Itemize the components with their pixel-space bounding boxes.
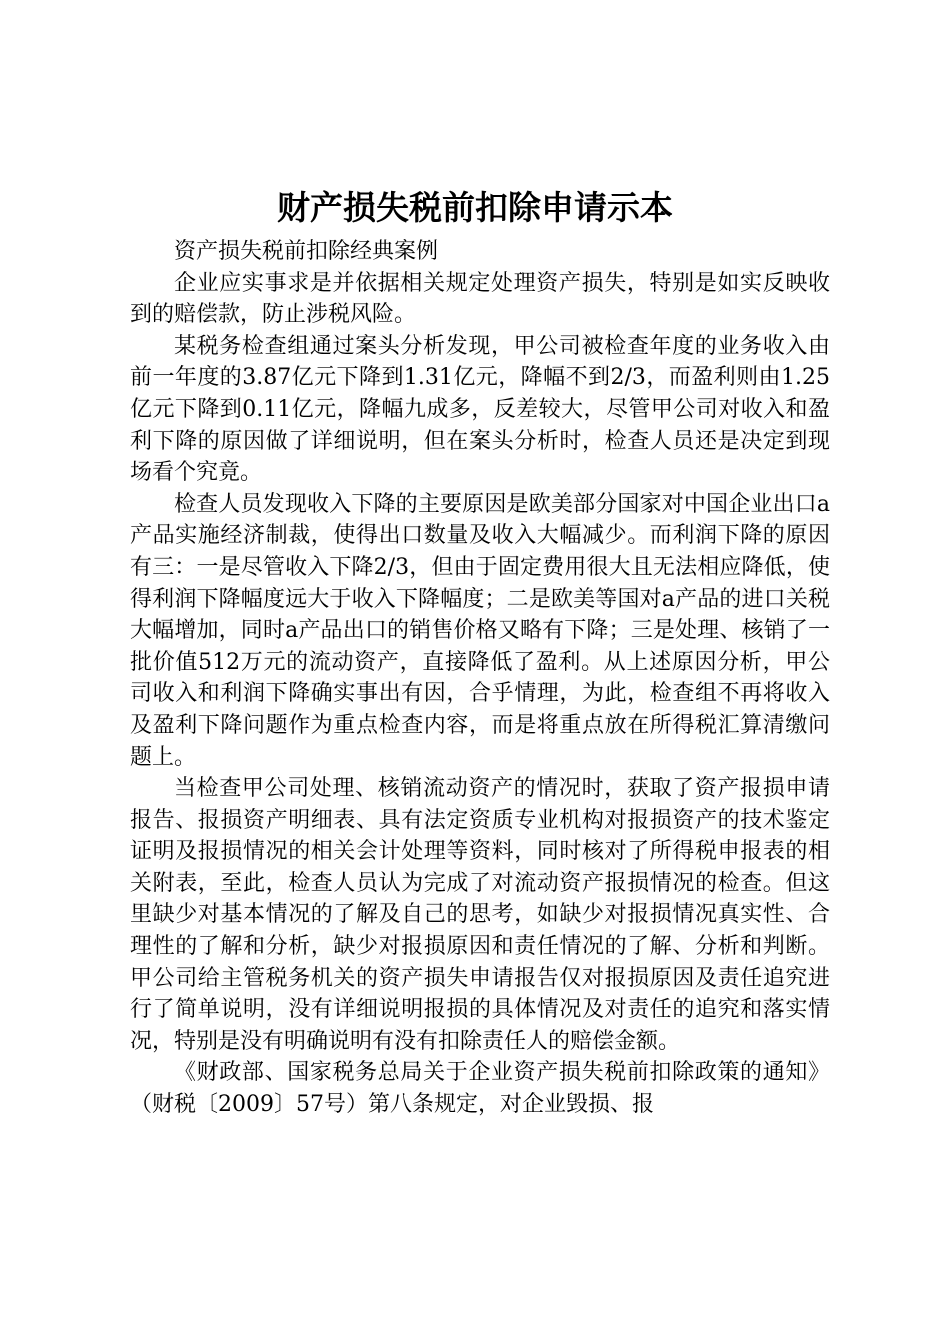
paragraph: 某税务检查组通过案头分析发现，甲公司被检查年度的业务收入由前一年度的3.87亿元下降到1.31亿元，降幅不到2/3，而盈利则由1.25亿元下降到0.11亿元，降幅九成多，反差较大，尽管甲公司对收入和盈利下降的原因做了详细说明，但在案头分析时，检查人员还是决定到现场看个究竟。: [130, 333, 830, 486]
paragraph: 《财政部、国家税务总局关于企业资产损失税前扣除政策的通知》（财税〔2009〕57号）第八条规定，对企业毁损、报: [130, 1060, 830, 1118]
paragraph: 检查人员发现收入下降的主要原因是欧美部分国家对中国企业出口a产品实施经济制裁，使得出口数量及收入大幅减少。而利润下降的原因有三：一是尽管收入下降2/3，但由于固定费用很大且无法相应降低，使得利润下降幅度远大于收入下降幅度；二是欧美等国对a产品的进口关税大幅增加，同时a产品出口的销售价格又略有下降；三是处理、核销了一批价值512万元的流动资产，直接降低了盈利。从上述原因分析，甲公司收入和利润下降确实事出有因，合乎情理，为此，检查组不再将收入及盈利下降问题作为重点检查内容，而是将重点放在所得税汇算清缴问题上。: [130, 491, 830, 770]
document-body: [130, 236, 830, 1121]
paragraph: 企业应实事求是并依据相关规定处理资产损失，特别是如实反映收到的赔偿款，防止涉税风险。: [130, 270, 830, 328]
paragraph-subtitle: 资产损失税前扣除经典案例: [174, 239, 439, 264]
document-title: 财产损失税前扣除申请示本: [277, 188, 673, 227]
paragraph: 当检查甲公司处理、核销流动资产的情况时，获取了资产报损申请报告、报损资产明细表、具有法定资质专业机构对报损资产的技术鉴定证明及报损情况的相关会计处理等资料，同时核对了所得税申报表的相关附表，至此，检查人员认为完成了对流动资产报损情况的检查。但这里缺少对基本情况的了解及自己的思考，如缺少对报损情况真实性、合理性的了解和分析，缺少对报损原因和责任情况的了解、分析和判断。甲公司给主管税务机关的资产损失申请报告仅对报损原因及责任追究进行了简单说明，没有详细说明报损的具体情况及对责任的追究和落实情况，特别是没有明确说明有没有扣除责任人的赔偿金额。: [130, 776, 830, 1054]
